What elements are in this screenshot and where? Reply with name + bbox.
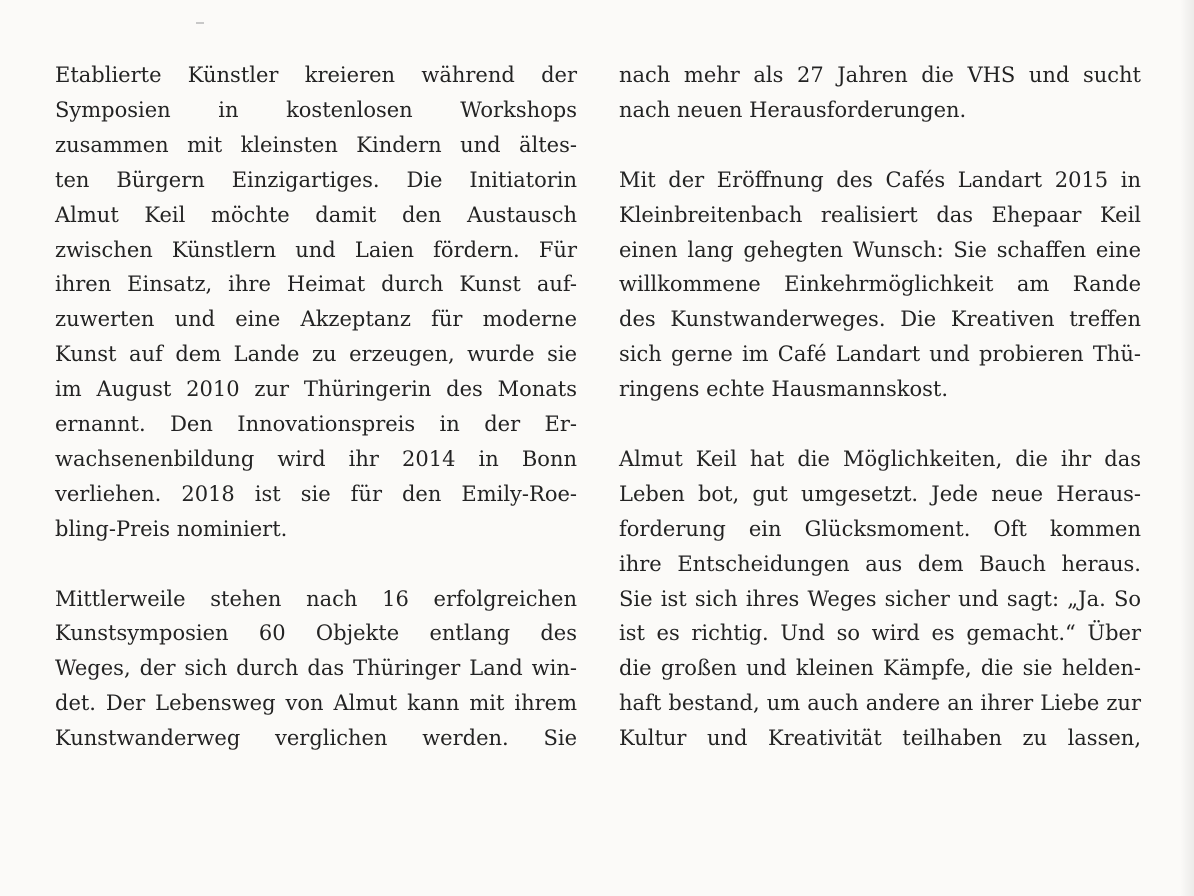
text-line: Kunstwanderweg verglichen werden. Sie (55, 726, 577, 751)
text-line: Kleinbreitenbach realisiert das Ehepaar Keil (619, 202, 1141, 227)
text-line: nach mehr als 27 Jahren die VHS und sucht (619, 63, 1141, 87)
text-line: im August 2010 zur Thüringerin des Monats (55, 377, 577, 402)
paragraph-gap (55, 547, 577, 582)
text-line: die großen und kleinen Kämpfe, die sie helden- (619, 656, 1141, 681)
text-line: Kunstsymposien 60 Objekte entlang des (55, 621, 577, 646)
text-line: Kunst auf dem Lande zu erzeugen, wurde sie (55, 342, 577, 367)
text-line: zusammen mit kleinsten Kindern und ältes- (55, 132, 577, 157)
text-line: verliehen. 2018 ist sie für den Emily-Roe- (55, 481, 577, 506)
left-text-column (55, 58, 577, 756)
text-line: Symposien in kostenlosen Workshops (55, 97, 577, 122)
text-line: forderung ein Glücksmoment. Oft kommen (619, 516, 1141, 541)
text-line: wachsenenbildung wird ihr 2014 in Bonn (55, 446, 577, 471)
left-paragraph-2 (55, 582, 577, 757)
paragraph-gap (619, 407, 1141, 442)
text-line: ten Bürgern Einzigartiges. Die Initiatorin (55, 167, 577, 192)
text-line: des Kunstwanderweges. Die Kreativen treffen (619, 307, 1141, 332)
text-line: ihren Einsatz, ihre Heimat durch Kunst auf- (55, 272, 577, 297)
text-line: Mit der Eröffnung des Cafés Landart 2015 in (619, 167, 1141, 192)
text-line: willkommene Einkehrmöglichkeit am Rande (619, 272, 1141, 297)
text-line: ringens echte Hausmannskost. (619, 377, 949, 402)
text-line: ihre Entscheidungen aus dem Bauch heraus. (619, 551, 1141, 576)
text-line: zwischen Künstlern und Laien fördern. Für (55, 237, 577, 262)
text-line: Sie ist sich ihres Weges sicher und sagt: „Ja. So (619, 586, 1141, 611)
left-paragraph-1 (55, 58, 577, 547)
text-line: sich gerne im Café Landart und probieren Thü- (619, 342, 1141, 367)
text-line: Etablierte Künstler kreieren während der (55, 63, 577, 87)
text-line: Kultur und Kreativität teilhaben zu lassen, (619, 726, 1141, 751)
text-line: einen lang gehegten Wunsch: Sie schaffen eine (619, 237, 1141, 262)
text-line: nach neuen Herausforderungen. (619, 97, 967, 122)
text-line: Mittlerweile stehen nach 16 erfolgreichen (55, 586, 577, 611)
right-paragraph-2 (619, 163, 1141, 407)
text-line: Weges, der sich durch das Thüringer Land win- (55, 656, 577, 681)
text-line: ernannt. Den Innovationspreis in der Er- (55, 412, 577, 437)
paragraph-gap (619, 128, 1141, 163)
text-line: haft bestand, um auch andere an ihrer Liebe zur (619, 691, 1141, 716)
scan-speck (196, 22, 204, 24)
text-line: Almut Keil möchte damit den Austausch (55, 202, 577, 227)
right-text-column (619, 58, 1141, 756)
text-line: Almut Keil hat die Möglichkeiten, die ihr das (619, 446, 1141, 471)
right-paragraph-1 (619, 58, 1141, 128)
page-edge-shadow (1180, 0, 1194, 896)
text-line: Leben bot, gut umgesetzt. Jede neue Heraus- (619, 481, 1141, 506)
text-line: ist es richtig. Und so wird es gemacht.“ Über (619, 621, 1141, 646)
right-paragraph-3 (619, 442, 1141, 756)
text-line: zuwerten und eine Akzeptanz für moderne (55, 307, 577, 332)
text-line: bling-Preis nominiert. (55, 516, 288, 541)
text-line: det. Der Lebensweg von Almut kann mit ihrem (55, 691, 577, 716)
